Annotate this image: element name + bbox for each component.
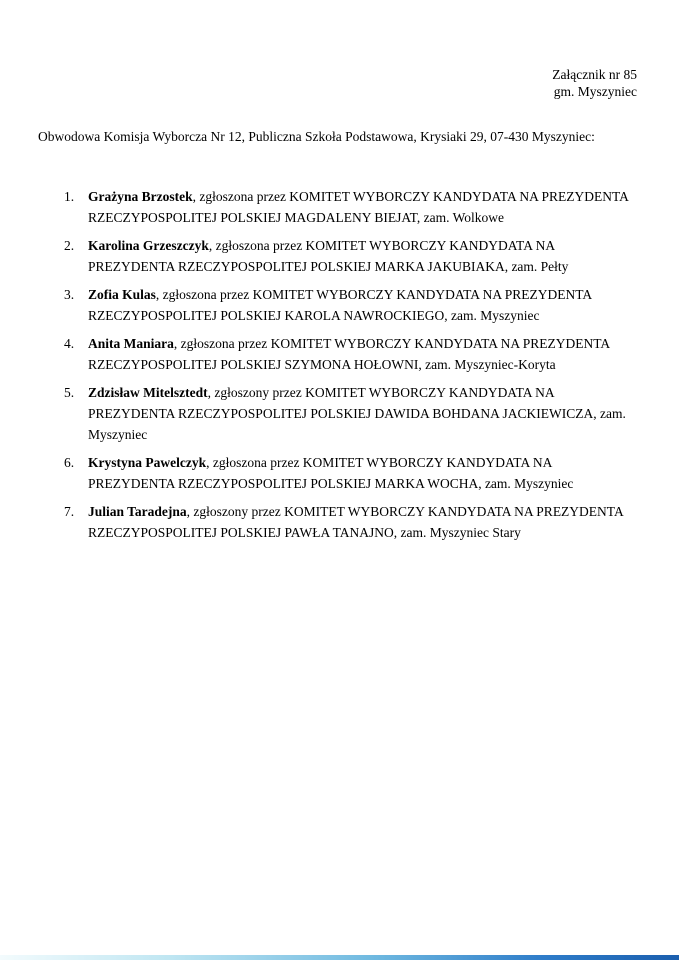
member-name: Grażyna Brzostek bbox=[88, 189, 193, 204]
member-name: Zofia Kulas bbox=[88, 287, 156, 302]
member-details: , zgłoszony przez KOMITET WYBORCZY KANDYDATA NA PREZYDENTA RZECZYPOSPOLITEJ POLSKIEJ DAWIDA BOHDANA JACKIEWICZA, zam. Myszyniec bbox=[88, 385, 626, 442]
bottom-gradient-bar bbox=[0, 955, 679, 960]
member-details: , zgłoszona przez KOMITET WYBORCZY KANDYDATA NA PREZYDENTA RZECZYPOSPOLITEJ POLSKIEJ MARKA JAKUBIAKA, zam. Pełty bbox=[88, 238, 569, 274]
member-name: Zdzisław Mitelsztedt bbox=[88, 385, 208, 400]
member-number: 1. bbox=[64, 189, 75, 204]
commission-title: Obwodowa Komisja Wyborcza Nr 12, Publiczna Szkoła Podstawowa, Krysiaki 29, 07-430 Myszyniec: bbox=[38, 129, 595, 144]
member-list-item bbox=[64, 284, 637, 326]
member-list-item bbox=[64, 186, 637, 228]
member-number: 6. bbox=[64, 455, 75, 470]
member-name: Anita Maniara bbox=[88, 336, 174, 351]
municipality-label: gm. Myszyniec bbox=[553, 84, 637, 99]
member-name: Julian Taradejna bbox=[88, 504, 187, 519]
member-number: 5. bbox=[64, 385, 75, 400]
member-details: , zgłoszona przez KOMITET WYBORCZY KANDYDATA NA PREZYDENTA RZECZYPOSPOLITEJ POLSKIEJ MARKA WOCHA, zam. Myszyniec bbox=[88, 455, 574, 491]
member-name: Krystyna Pawelczyk bbox=[88, 455, 207, 470]
member-entry bbox=[88, 452, 636, 494]
attachment-header bbox=[38, 66, 637, 100]
member-number: 3. bbox=[64, 287, 75, 302]
member-entry bbox=[88, 186, 636, 228]
member-entry bbox=[88, 501, 636, 543]
member-name: Karolina Grzeszczyk bbox=[88, 238, 209, 253]
member-list-item bbox=[64, 501, 637, 543]
member-list-item bbox=[64, 333, 637, 375]
member-entry bbox=[88, 382, 636, 445]
member-list-item bbox=[64, 382, 637, 445]
member-details: , zgłoszona przez KOMITET WYBORCZY KANDYDATA NA PREZYDENTA RZECZYPOSPOLITEJ POLSKIEJ SZYMONA HOŁOWNI, zam. Myszyniec-Koryta bbox=[88, 336, 610, 372]
member-entry bbox=[88, 284, 636, 326]
member-number: 2. bbox=[64, 238, 75, 253]
member-details: , zgłoszona przez KOMITET WYBORCZY KANDYDATA NA PREZYDENTA RZECZYPOSPOLITEJ POLSKIEJ KAROLA NAWROCKIEGO, zam. Myszyniec bbox=[88, 287, 592, 323]
member-entry bbox=[88, 333, 636, 375]
member-number: 7. bbox=[64, 504, 75, 519]
member-list bbox=[38, 186, 637, 543]
member-list-item bbox=[64, 235, 637, 277]
attachment-label: Załącznik nr 85 bbox=[552, 67, 637, 82]
member-entry bbox=[88, 235, 636, 277]
member-list-item bbox=[64, 452, 637, 494]
member-details: , zgłoszona przez KOMITET WYBORCZY KANDYDATA NA PREZYDENTA RZECZYPOSPOLITEJ POLSKIEJ MAGDALENY BIEJAT, zam. Wolkowe bbox=[88, 189, 629, 225]
member-details: , zgłoszony przez KOMITET WYBORCZY KANDYDATA NA PREZYDENTA RZECZYPOSPOLITEJ POLSKIEJ PAWŁA TANAJNO, zam. Myszyniec Stary bbox=[88, 504, 623, 540]
member-number: 4. bbox=[64, 336, 75, 351]
